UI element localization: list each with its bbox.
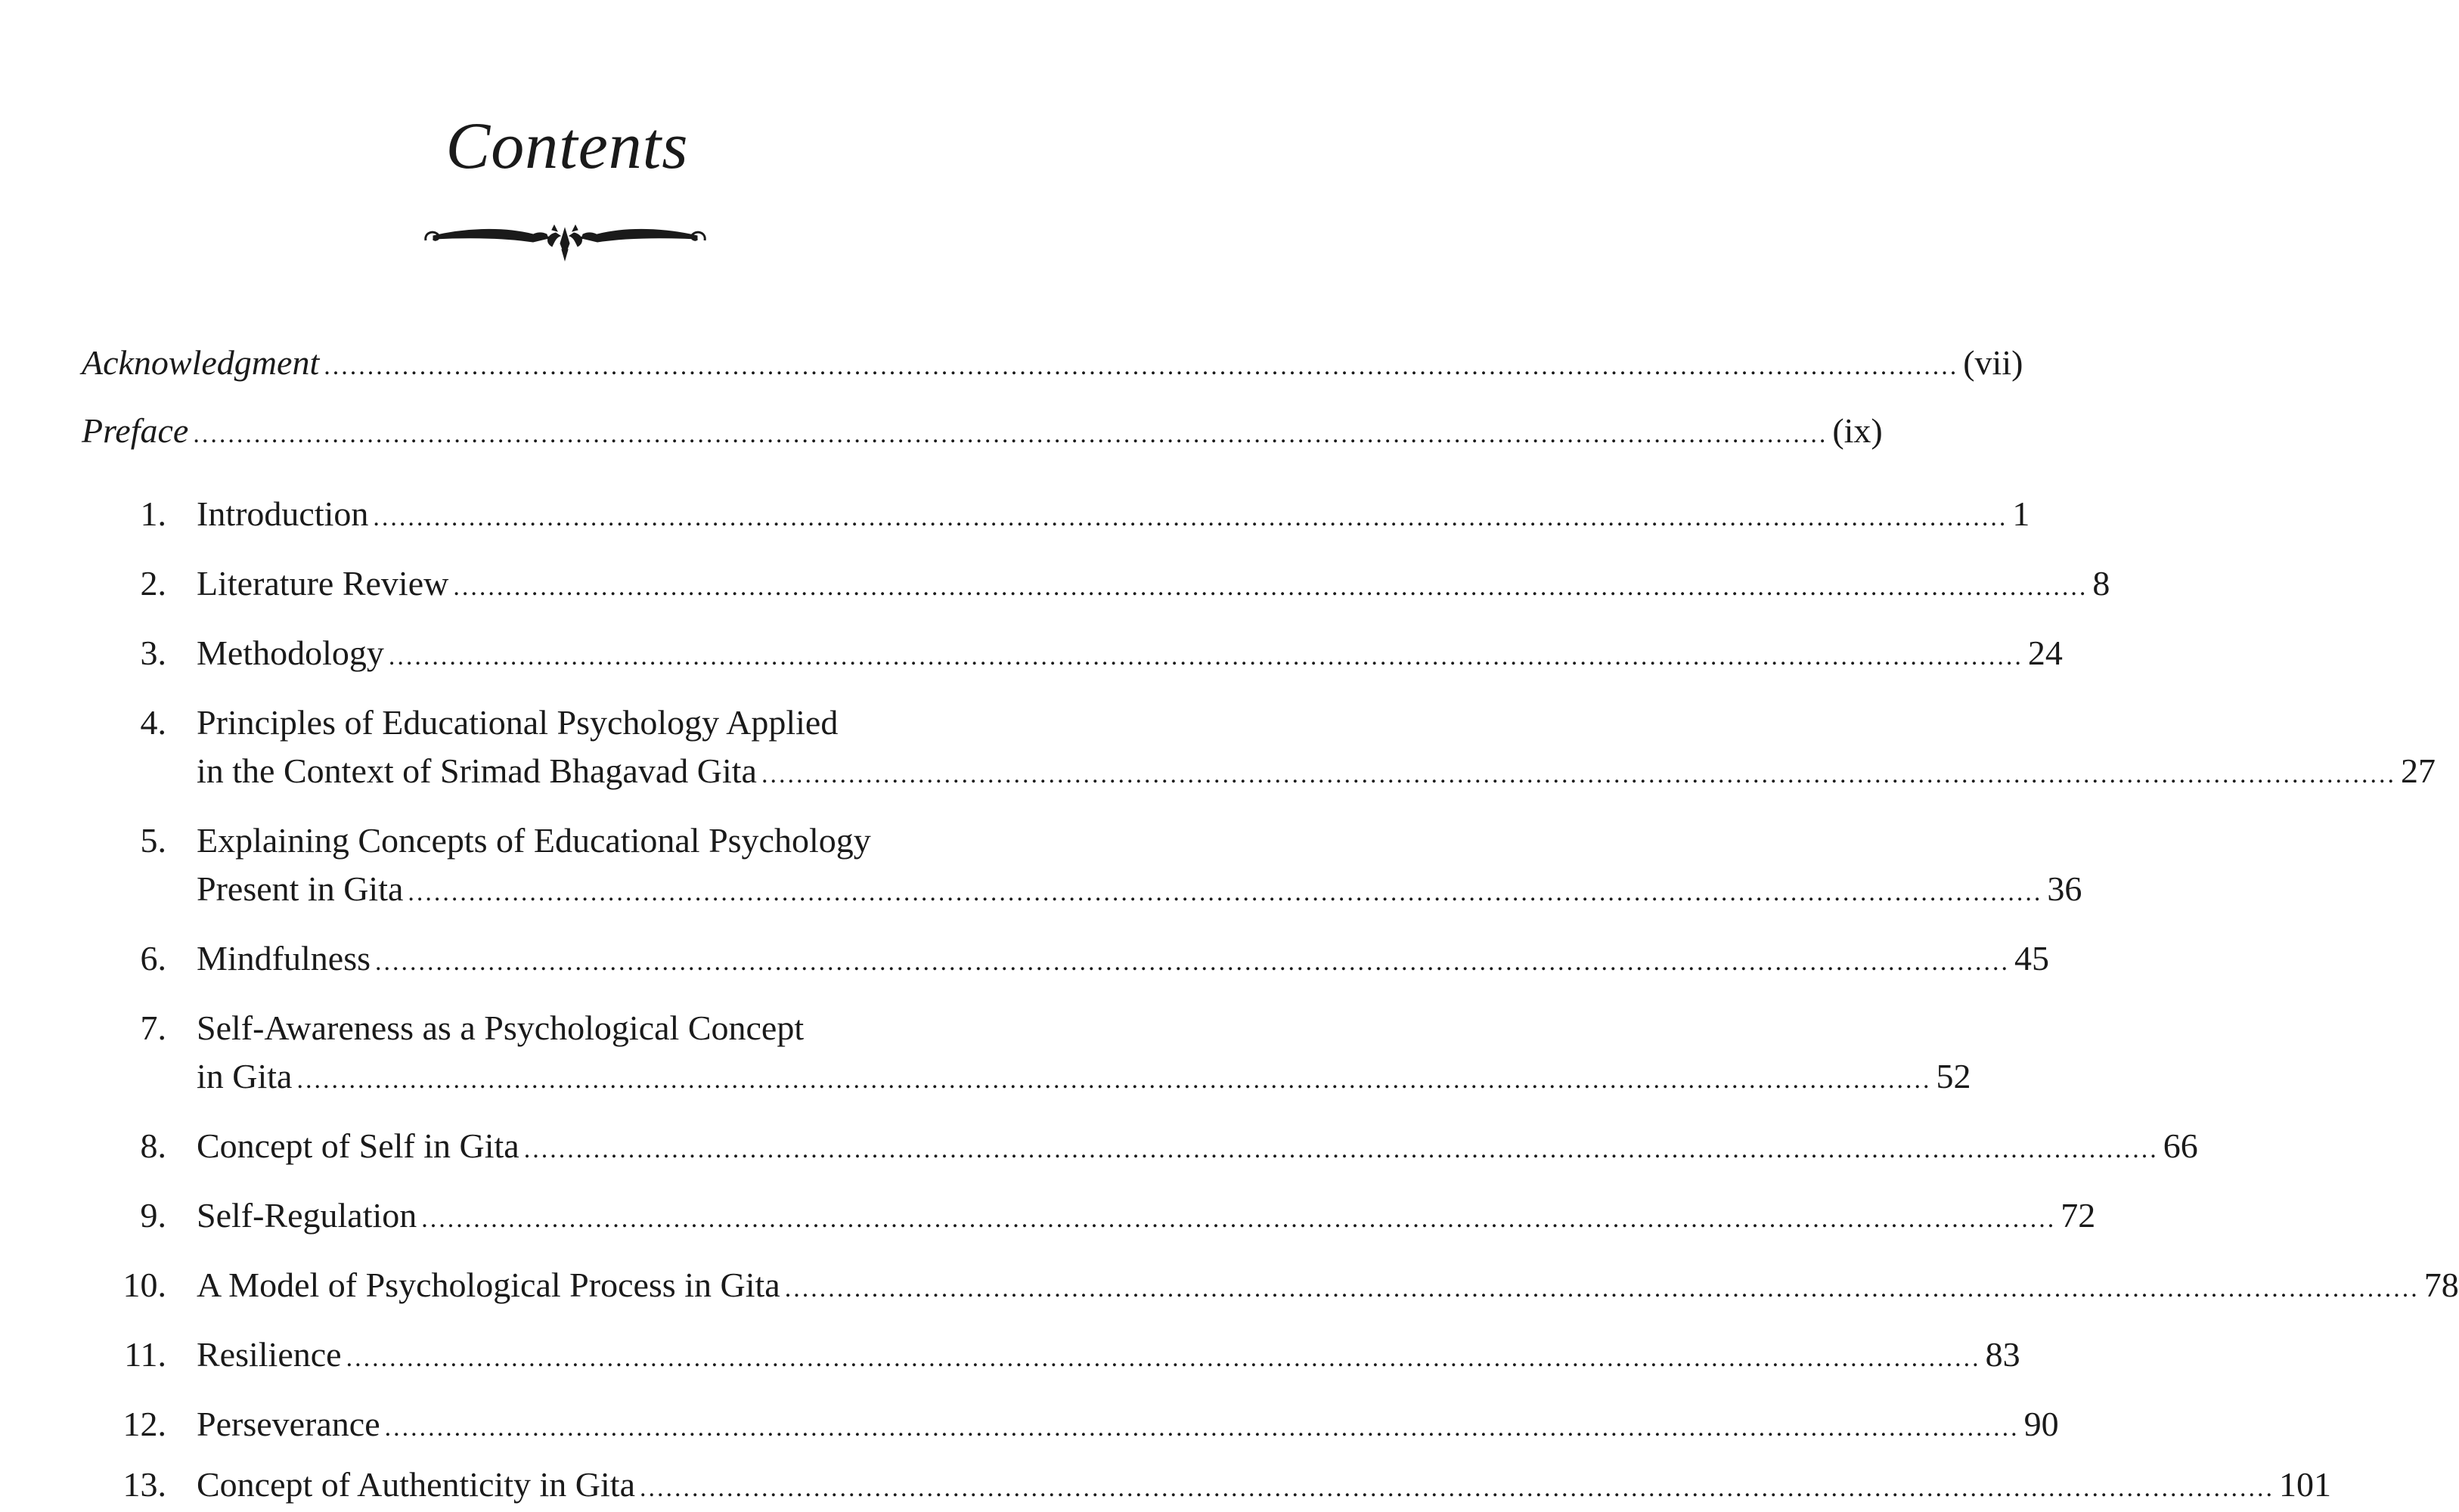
toc-entry-chapter-7[interactable] bbox=[82, 1005, 1050, 1051]
toc-entry-chapter-4[interactable] bbox=[82, 700, 1050, 745]
chapter-number: 11. bbox=[124, 1335, 166, 1374]
toc-entry-title: Literature Review bbox=[197, 564, 449, 603]
toc-entry-page: 72 bbox=[2061, 1196, 2096, 1235]
chapter-number: 6. bbox=[140, 939, 166, 978]
chapter-number: 9. bbox=[140, 1196, 166, 1235]
dot-leader: ............................................................................................................................................................................................ bbox=[408, 878, 2043, 906]
toc-entry-chapter-5-continued[interactable] bbox=[82, 866, 2082, 912]
toc-entry-title: Introduction bbox=[197, 494, 369, 533]
toc-entry-preface[interactable] bbox=[82, 408, 1883, 454]
toc-entry-page: (vii) bbox=[1963, 343, 2023, 382]
toc-entry-chapter-1[interactable] bbox=[82, 491, 2030, 537]
toc-entry-chapter-8[interactable] bbox=[82, 1123, 2198, 1169]
toc-entry-page: 52 bbox=[1936, 1057, 1971, 1095]
toc-entry-chapter-10[interactable] bbox=[82, 1263, 2459, 1308]
toc-entry-page: 66 bbox=[2163, 1126, 2198, 1165]
chapter-number: 2. bbox=[140, 564, 166, 603]
toc-entry-page: 8 bbox=[2092, 564, 2110, 603]
toc-entry-title: Perseverance bbox=[197, 1405, 380, 1443]
toc-entry-chapter-9[interactable] bbox=[82, 1193, 2096, 1238]
toc-entry-title-line-1: Explaining Concepts of Educational Psychology bbox=[197, 821, 871, 860]
toc-entry-title: Acknowledgment bbox=[82, 343, 320, 382]
toc-entry-page: 45 bbox=[2014, 939, 2049, 978]
page-title: Contents bbox=[445, 110, 689, 183]
toc-entry-page: 27 bbox=[2400, 751, 2436, 790]
dot-leader: ............................................................................................................................................................................................ bbox=[388, 643, 2023, 671]
toc-entry-chapter-12[interactable] bbox=[82, 1402, 2059, 1447]
toc-entry-page: 83 bbox=[1985, 1335, 2020, 1374]
dot-leader: ............................................................................................................................................................................................ bbox=[346, 1344, 1981, 1372]
chapter-number: 10. bbox=[122, 1266, 166, 1304]
dot-leader: ............................................................................................................................................................................................ bbox=[421, 1205, 2057, 1233]
toc-entry-title: Mindfulness bbox=[197, 939, 371, 978]
toc-entry-title: Preface bbox=[82, 411, 189, 450]
dot-leader: ............................................................................................................................................................................................ bbox=[453, 573, 2088, 601]
toc-entry-page: 78 bbox=[2423, 1266, 2459, 1304]
toc-entry-chapter-7-continued[interactable] bbox=[82, 1054, 1971, 1099]
toc-entry-title: Resilience bbox=[197, 1335, 342, 1374]
toc-entry-page: (ix) bbox=[1832, 411, 1883, 450]
toc-entry-page: 90 bbox=[2023, 1405, 2059, 1443]
chapter-number: 13. bbox=[122, 1465, 166, 1504]
dot-leader: ............................................................................................................................................................................................ bbox=[640, 1474, 2275, 1502]
toc-entry-title-line-2: in Gita bbox=[197, 1057, 293, 1095]
toc-entry-title-line-1: Self-Awareness as a Psychological Concept bbox=[197, 1009, 805, 1047]
toc-entry-title: Methodology bbox=[197, 634, 384, 672]
toc-entry-title: Concept of Self in Gita bbox=[197, 1126, 519, 1165]
toc-entry-title-line-1: Principles of Educational Psychology Applied bbox=[197, 703, 839, 742]
toc-entry-chapter-13[interactable] bbox=[82, 1462, 2332, 1507]
dot-leader: ............................................................................................................................................................................................ bbox=[761, 761, 2396, 789]
toc-entry-page: 101 bbox=[2279, 1465, 2332, 1504]
chapter-number: 12. bbox=[122, 1405, 166, 1443]
toc-entry-chapter-2[interactable] bbox=[82, 561, 2110, 606]
chapter-number: 4. bbox=[140, 703, 166, 742]
toc-entry-page: 1 bbox=[2012, 494, 2030, 533]
dot-leader: ............................................................................................................................................................................................ bbox=[193, 420, 1828, 448]
toc-entry-title: Self-Regulation bbox=[197, 1196, 417, 1235]
toc-entry-title-line-2: Present in Gita bbox=[197, 869, 404, 908]
chapter-number: 8. bbox=[140, 1126, 166, 1165]
dot-leader: ............................................................................................................................................................................................ bbox=[784, 1275, 2420, 1303]
dot-leader: ............................................................................................................................................................................................ bbox=[375, 948, 2010, 976]
toc-entry-chapter-6[interactable] bbox=[82, 936, 2049, 981]
chapter-number: 7. bbox=[140, 1009, 166, 1047]
chapter-number: 5. bbox=[140, 821, 166, 860]
dot-leader: ............................................................................................................................................................................................ bbox=[324, 352, 1959, 380]
toc-entry-chapter-5[interactable] bbox=[82, 818, 1050, 863]
toc-entry-page: 24 bbox=[2027, 634, 2063, 672]
chapter-number: 1. bbox=[140, 494, 166, 533]
toc-entry-title: Concept of Authenticity in Gita bbox=[197, 1465, 636, 1504]
dot-leader: ............................................................................................................................................................................................ bbox=[384, 1414, 2020, 1442]
toc-entry-chapter-3[interactable] bbox=[82, 631, 2063, 676]
toc-entry-title-line-2: in the Context of Srimad Bhagavad Gita bbox=[197, 751, 757, 790]
chapter-number: 3. bbox=[140, 634, 166, 672]
toc-entry-page: 36 bbox=[2047, 869, 2082, 908]
dot-leader: ............................................................................................................................................................................................ bbox=[373, 503, 2008, 531]
toc-entry-chapter-11[interactable] bbox=[82, 1332, 2020, 1377]
dot-leader: ............................................................................................................................................................................................ bbox=[296, 1066, 1932, 1094]
toc-entry-chapter-4-continued[interactable] bbox=[82, 748, 2436, 794]
toc-entry-acknowledgment[interactable] bbox=[82, 340, 2023, 386]
dot-leader: ............................................................................................................................................................................................ bbox=[523, 1136, 2159, 1163]
toc-entry-title: A Model of Psychological Process in Gita bbox=[197, 1266, 780, 1304]
